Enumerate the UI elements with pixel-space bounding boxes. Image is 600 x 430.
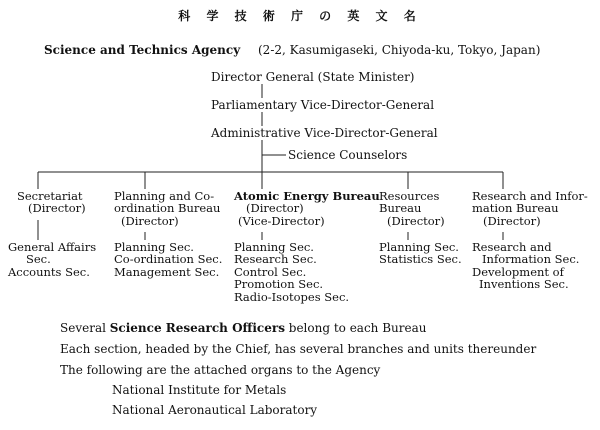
section-item: Planning Sec. <box>379 240 459 254</box>
bureau-atomic-name: Atomic Energy Bureau <box>234 189 380 203</box>
note-research-officers <box>60 322 427 334</box>
bureau-resources <box>379 190 445 227</box>
sections-atomic-energy <box>234 241 349 303</box>
parliamentary-vice-director-general: Parliamentary Vice-Director-General <box>211 98 435 112</box>
section-item: Accounts Sec. <box>8 264 90 279</box>
note-attached-intro: The following are the attached organs to the Agency <box>60 363 381 377</box>
attached-organ: National Aeronautical Laboratory <box>112 403 318 417</box>
section-item: Sec. <box>26 252 51 267</box>
note-officers-bold: Science Research Officers <box>109 321 285 335</box>
sections-resources <box>379 241 462 266</box>
bureau-atomic-head: (Director) <box>246 201 304 216</box>
sections-planning-coordination <box>114 241 222 278</box>
note-sections: Each section, headed by the Chief, has several branches and units thereunder <box>60 342 537 356</box>
administrative-vice-director-general: Administrative Vice-Director-General <box>211 126 438 140</box>
bureau-secretariat-head: (Director) <box>28 201 86 216</box>
bureau-planning-name-2: ordination Bureau <box>114 201 221 216</box>
section-item: Management Sec. <box>114 264 220 279</box>
note-officers-suffix: belong to each Bureau <box>284 321 427 335</box>
bureau-atomic-vice-head: (Vice-Director) <box>238 213 325 228</box>
bureau-resources-name-2: Bureau <box>379 201 422 216</box>
section-item: Co-ordination Sec. <box>114 252 223 267</box>
sections-secretariat <box>8 241 96 278</box>
section-item: General Affairs <box>8 240 97 254</box>
section-item: Control Sec. <box>234 264 307 279</box>
section-item: Statistics Sec. <box>379 252 462 267</box>
bureau-research-information <box>472 190 588 227</box>
section-item: Research Sec. <box>234 252 317 267</box>
bureau-planning-name-1: Planning and Co- <box>114 189 215 203</box>
agency-name-text: Science and Technics Agency <box>44 43 241 57</box>
science-counselors: Science Counselors <box>288 148 408 162</box>
section-item: Planning Sec. <box>114 240 194 254</box>
agency-address: (2-2, Kasumigaseki, Chiyoda-ku, Tokyo, Japan) <box>258 43 541 57</box>
section-item: Development of <box>472 264 564 279</box>
bureau-planning-coordination <box>114 190 220 227</box>
bureau-research-name-2: mation Bureau <box>472 201 559 216</box>
section-item: Information Sec. <box>482 252 580 267</box>
section-item: Research and <box>472 240 552 254</box>
bureau-secretariat-name: Secretariat <box>17 189 83 203</box>
bureau-atomic-energy <box>234 190 380 227</box>
note-officers-prefix: Several <box>60 321 110 335</box>
sections-research-information <box>472 241 579 291</box>
bureau-resources-head: (Director) <box>387 213 445 228</box>
bureau-research-name-1: Research and Infor- <box>472 189 588 203</box>
bureau-secretariat <box>17 190 86 215</box>
bureau-planning-head: (Director) <box>121 213 179 228</box>
attached-organ: National Institute for Metals <box>112 383 287 397</box>
page-title: 科 学 技 術 庁 の 英 文 名 <box>178 9 422 23</box>
section-item: Radio-Isotopes Sec. <box>234 289 350 304</box>
bureau-resources-name-1: Resources <box>379 189 440 203</box>
bureau-research-head: (Director) <box>483 213 541 228</box>
section-item: Planning Sec. <box>234 240 314 254</box>
director-general: Director General (State Minister) <box>211 70 415 84</box>
section-item: Promotion Sec. <box>234 277 324 292</box>
section-item: Inventions Sec. <box>479 277 569 292</box>
